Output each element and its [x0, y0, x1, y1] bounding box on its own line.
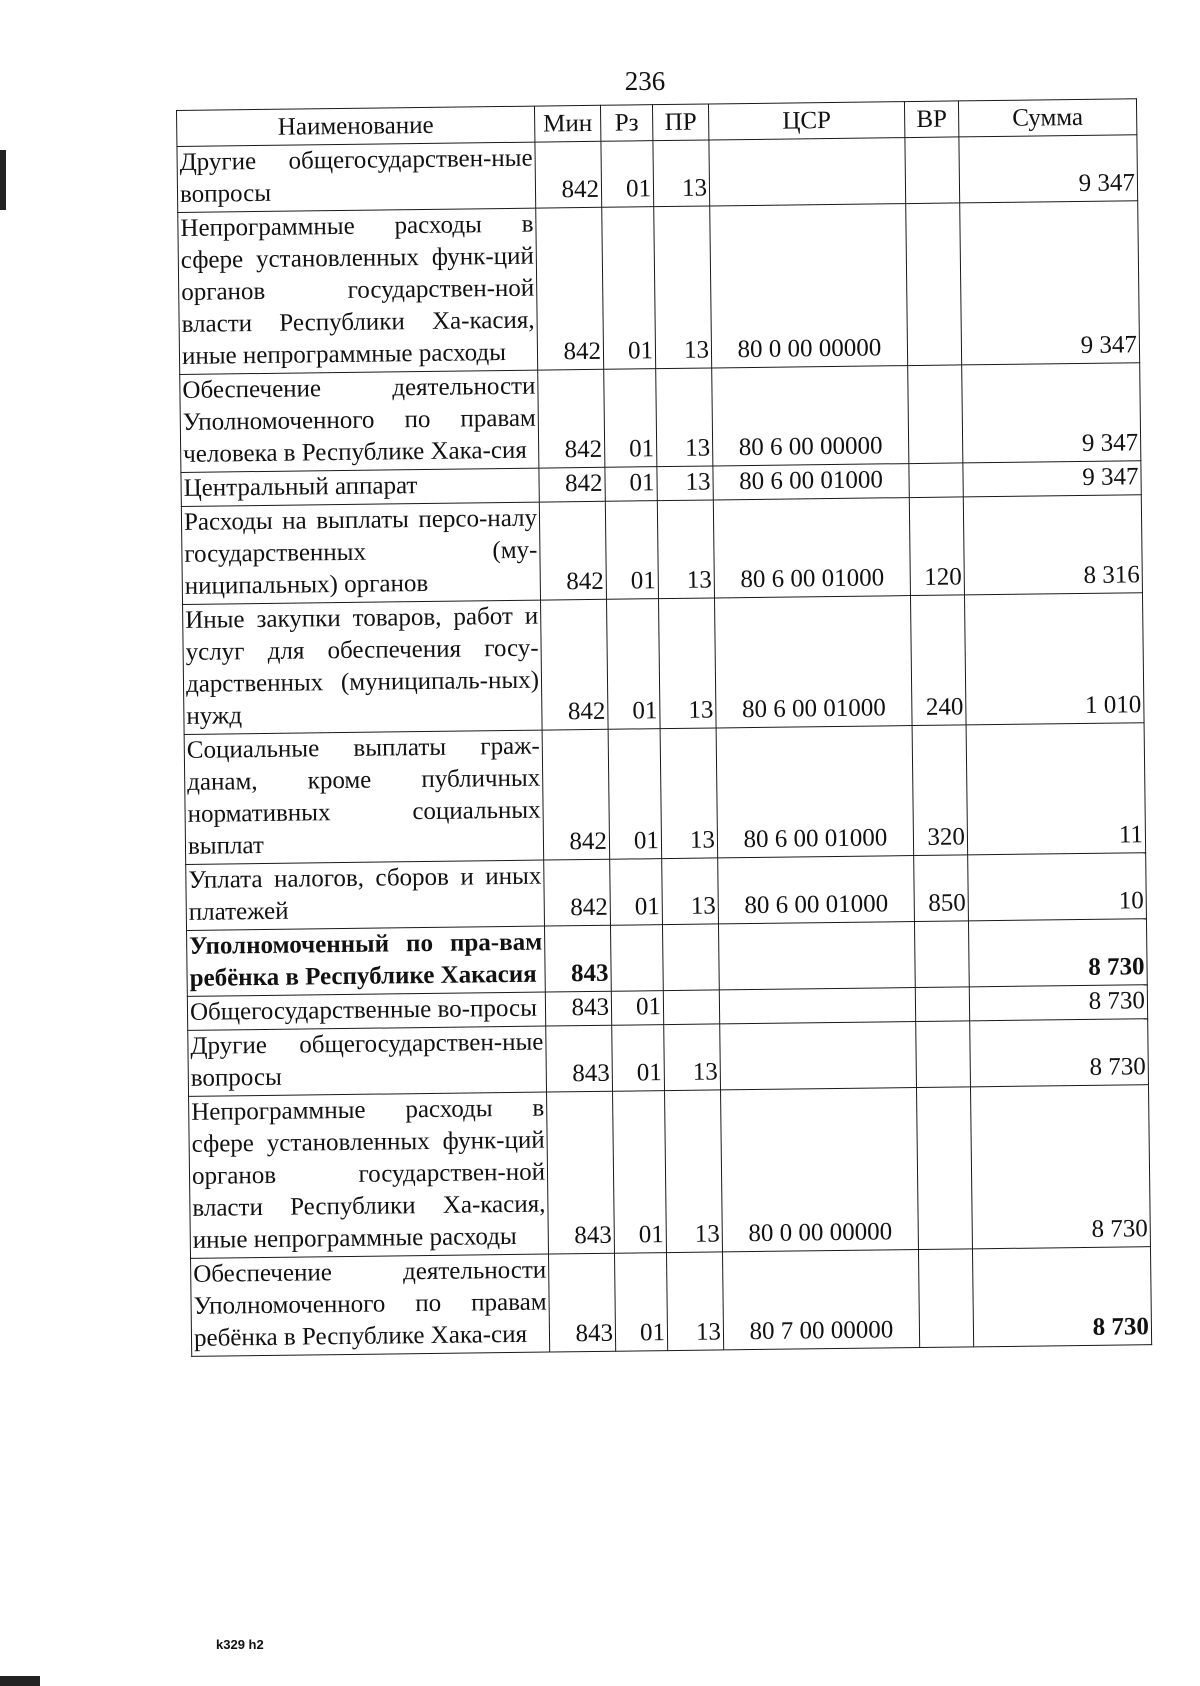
- table-row: [178, 201, 1140, 375]
- cell-vr: 320: [912, 725, 968, 856]
- cell-sum: 1 010: [964, 593, 1144, 725]
- cell-vr: 850: [914, 855, 969, 922]
- cell-csr: [709, 138, 906, 206]
- table-row: [180, 363, 1141, 473]
- cell-name: Центральный аппарат: [181, 468, 539, 506]
- cell-name: Другие общегосударствен-ные вопросы: [188, 1026, 547, 1096]
- header-name: Наименование: [177, 106, 535, 146]
- cell-name: Иные закупки товаров, работ и услуг для обеспечения госу-дарственных (муниципаль-ных) нужд: [183, 600, 543, 734]
- cell-pr: 13: [664, 1024, 721, 1091]
- cell-csr: 80 6 00 01000: [715, 596, 913, 728]
- cell-csr: 80 6 00 01000: [718, 856, 915, 924]
- cell-pr: 13: [657, 466, 713, 501]
- cell-pr: 13: [654, 206, 712, 369]
- table-row: [188, 1019, 1149, 1097]
- cell-pr: 13: [657, 500, 714, 599]
- cell-name: Обеспечение деятельности Уполномоченного по правам ребёнка в Республике Хака-сия: [191, 1254, 550, 1356]
- cell-vr: [916, 1021, 971, 1088]
- cell-csr: 80 7 00 00000: [722, 1250, 919, 1350]
- cell-min: 842: [539, 467, 605, 502]
- cell-pr: 13: [659, 598, 717, 729]
- cell-min: 842: [535, 141, 602, 208]
- cell-min: 842: [538, 369, 605, 468]
- cell-pr: 13: [656, 368, 713, 467]
- cell-sum: 11: [966, 723, 1146, 855]
- header-sum: Сумма: [958, 99, 1136, 137]
- cell-min: 843: [546, 1025, 613, 1092]
- cell-sum: 9 347: [963, 461, 1141, 497]
- table-row: [184, 723, 1146, 865]
- cell-pr: [662, 924, 719, 991]
- cell-pr: 13: [666, 1252, 723, 1351]
- table-row: [183, 593, 1145, 735]
- cell-rz: [610, 925, 663, 992]
- table-row: [177, 135, 1138, 213]
- cell-csr: [718, 922, 915, 990]
- cell-name: Социальные выплаты граж-данам, кроме публичных нормативных социальных выплат: [184, 730, 544, 864]
- budget-table: [176, 98, 1152, 1357]
- cell-name: Непрограммные расходы в сфере установленных функ-ций органов государствен-ной власти Республики Ха-касия, иные непрограммные расходы: [178, 208, 538, 374]
- cell-rz: 01: [613, 1091, 667, 1254]
- cell-rz: 01: [602, 207, 656, 370]
- cell-min: 843: [549, 1253, 616, 1352]
- cell-sum: 10: [968, 853, 1147, 921]
- cell-min: 843: [544, 925, 611, 992]
- cell-sum: 8 730: [970, 1019, 1149, 1087]
- cell-sum: 8 730: [970, 1085, 1150, 1249]
- cell-vr: [908, 365, 963, 464]
- table-row: [181, 495, 1142, 605]
- cell-pr: 13: [660, 728, 718, 859]
- cell-vr: [909, 463, 963, 498]
- cell-rz: 01: [605, 501, 658, 600]
- cell-sum: 8 730: [972, 1247, 1151, 1347]
- cell-min: 843: [547, 1091, 615, 1254]
- header-pr: ПР: [652, 104, 708, 141]
- cell-name: Общегосударственные во-просы: [187, 992, 545, 1030]
- cell-sum: 9 347: [962, 363, 1141, 463]
- cell-vr: [915, 987, 969, 1022]
- cell-csr: 80 6 00 01000: [713, 464, 909, 500]
- scan-edge-mark: [0, 150, 6, 210]
- cell-min: 842: [536, 207, 604, 370]
- cell-pr: 13: [665, 1090, 723, 1253]
- cell-vr: [916, 1087, 972, 1250]
- cell-csr: [719, 988, 915, 1024]
- cell-name: Уполномоченный по пра-вам ребёнка в Республике Хакасия: [187, 926, 546, 996]
- cell-rz: 01: [601, 141, 654, 208]
- budget-table-container: [176, 98, 1151, 1357]
- cell-vr: [918, 1249, 973, 1348]
- cell-rz: 01: [608, 729, 662, 860]
- cell-csr: 80 0 00 00000: [710, 204, 908, 368]
- cell-vr: 240: [910, 595, 966, 726]
- cell-sum: 8 316: [963, 495, 1142, 595]
- header-min: Мин: [534, 105, 600, 142]
- header-rz: Рз: [600, 105, 652, 142]
- cell-csr: 80 6 00 00000: [712, 366, 909, 466]
- cell-rz: 01: [605, 467, 657, 502]
- cell-name: Обеспечение деятельности Уполномоченного по правам человека в Республике Хака-сия: [180, 370, 539, 472]
- cell-rz: 01: [612, 1025, 665, 1092]
- cell-pr: [663, 990, 719, 1025]
- cell-csr: [720, 1022, 917, 1090]
- footer-code: k329 h2: [216, 1637, 264, 1652]
- cell-min: 842: [541, 599, 609, 730]
- cell-csr: 80 6 00 01000: [713, 498, 910, 598]
- cell-name: Другие общегосударствен-ные вопросы: [177, 142, 536, 212]
- header-csr: ЦСР: [708, 102, 904, 140]
- cell-vr: [906, 203, 962, 366]
- page-number: 236: [624, 66, 666, 96]
- cell-min: 842: [542, 729, 610, 860]
- cell-sum: 9 347: [959, 135, 1138, 203]
- cell-sum: 8 730: [968, 919, 1147, 987]
- cell-sum: 9 347: [960, 201, 1140, 365]
- cell-sum: 8 730: [969, 985, 1147, 1021]
- cell-min: 842: [544, 859, 611, 926]
- cell-rz: 01: [604, 369, 657, 468]
- cell-name: Уплата налогов, сборов и иных платежей: [186, 860, 545, 930]
- table-body: [177, 135, 1152, 1357]
- cell-rz: 01: [610, 859, 663, 926]
- header-vr: ВР: [904, 101, 958, 138]
- table-row: [191, 1247, 1152, 1357]
- cell-rz: 01: [607, 599, 661, 730]
- cell-pr: 13: [653, 140, 710, 207]
- cell-csr: 80 0 00 00000: [721, 1088, 919, 1252]
- cell-rz: 01: [614, 1253, 667, 1352]
- cell-vr: 120: [909, 497, 964, 596]
- cell-vr: [914, 921, 969, 988]
- cell-csr: 80 6 00 01000: [716, 726, 914, 858]
- cell-name: Непрограммные расходы в сфере установленных функ-ций органов государствен-ной власти Республики Ха-касия, иные непрограммные расходы: [189, 1092, 549, 1258]
- scan-corner-mark: [0, 1676, 40, 1686]
- cell-rz: 01: [611, 991, 663, 1026]
- table-row: [186, 853, 1147, 931]
- cell-name: Расходы на выплаты персо-налу государственных (му-ниципальных) органов: [181, 502, 540, 604]
- table-row: [189, 1085, 1151, 1259]
- cell-pr: 13: [662, 858, 719, 925]
- cell-min: 842: [539, 501, 606, 600]
- table-row: [187, 919, 1148, 997]
- cell-vr: [905, 137, 960, 204]
- cell-min: 843: [545, 991, 611, 1026]
